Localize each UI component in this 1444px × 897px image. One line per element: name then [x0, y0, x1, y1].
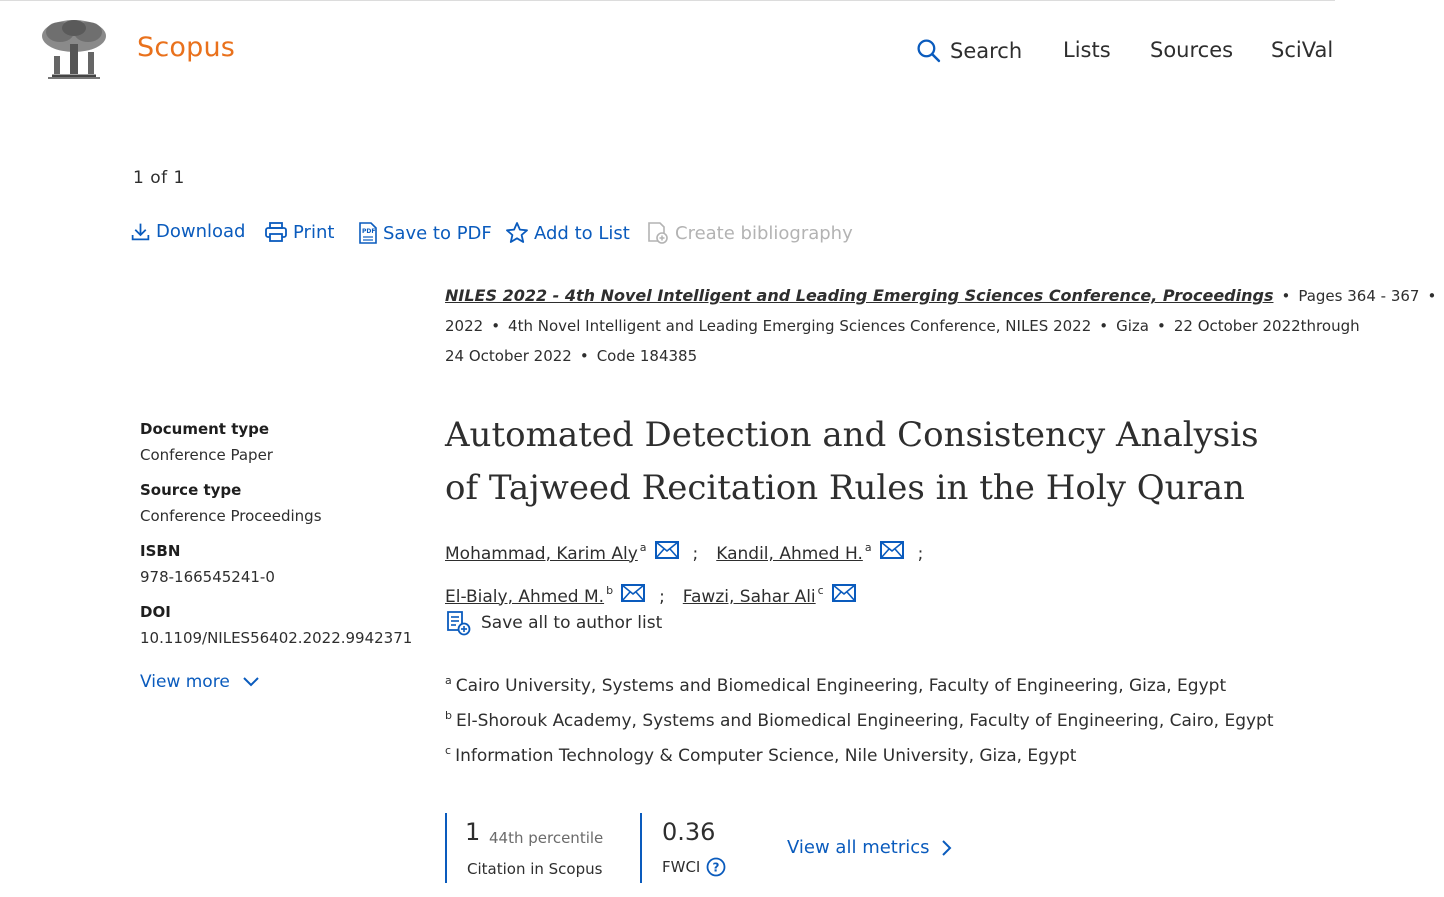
meta-doi: [140, 603, 420, 647]
author-name-link[interactable]: Fawzi, Sahar Ali: [682, 586, 816, 607]
create-bibliography-button[interactable]: [646, 221, 853, 245]
document-title: Automated Detection and Consistency Analysis of Tajweed Recitation Rules in the Holy Quran: [445, 415, 1259, 508]
document-metadata: [140, 420, 420, 664]
elsevier-logo[interactable]: [38, 18, 110, 82]
citation-label: Citation in Scopus: [467, 860, 603, 878]
meta-value: 978-166545241-0: [140, 568, 275, 586]
source-location: Giza: [1116, 317, 1149, 335]
svg-text:PDF: PDF: [362, 228, 376, 235]
author-name-link[interactable]: Kandil, Ahmed H.: [716, 543, 863, 564]
brand-name[interactable]: Scopus: [137, 32, 236, 63]
meta-label: ISBN: [140, 542, 181, 560]
affiliation-text: Cairo University, Systems and Biomedical Engineering, Faculty of Engineering, Giza, Egypt: [455, 676, 1227, 696]
citation-percentile: 44th percentile: [489, 829, 604, 847]
view-all-metrics-link[interactable]: [787, 837, 952, 858]
meta-value: Conference Paper: [140, 446, 273, 464]
chevron-right-icon: [940, 839, 952, 857]
result-pager: 1 of 1: [133, 168, 185, 188]
author-separator: ;: [692, 543, 699, 564]
email-icon[interactable]: [621, 584, 645, 602]
meta-source-type: [140, 481, 420, 525]
add-to-list-label: Add to List: [534, 222, 630, 244]
top-border: [0, 0, 1335, 1]
help-icon[interactable]: [706, 857, 726, 877]
svg-text:?: ?: [712, 860, 720, 875]
add-to-list-button[interactable]: [505, 221, 630, 245]
affiliation-key: c: [445, 744, 452, 757]
view-more-label: View more: [140, 672, 230, 692]
printer-icon: [264, 221, 288, 243]
author-affil-key: c: [817, 584, 824, 597]
star-icon: [505, 221, 529, 245]
separator-dot: •: [1281, 287, 1291, 305]
affiliation-list: [445, 676, 1274, 781]
chevron-down-icon: [242, 676, 260, 688]
author-name-link[interactable]: Mohammad, Karim Aly: [445, 543, 638, 564]
source-title-link[interactable]: NILES 2022 - 4th Novel Intelligent and Leading Emerging Sciences Conference, Proceedings: [445, 286, 1274, 305]
separator-dot: •: [491, 317, 501, 335]
bibliography-icon: [646, 221, 670, 245]
download-icon: [130, 221, 151, 242]
search-icon: [916, 38, 941, 63]
metric-divider: [445, 813, 447, 883]
source-dates-end: 24 October 2022: [445, 347, 572, 365]
download-label: Download: [156, 221, 246, 242]
affiliation-item: [445, 676, 1274, 711]
print-label: Print: [293, 221, 335, 243]
affiliation-key: a: [445, 674, 452, 687]
meta-label: DOI: [140, 603, 171, 621]
source-line-3: [445, 341, 1335, 371]
download-button[interactable]: [130, 221, 245, 242]
author-item: [716, 541, 903, 564]
author-separator: ;: [917, 543, 924, 564]
save-all-authors-button[interactable]: [445, 610, 662, 636]
view-more-button[interactable]: [140, 672, 260, 692]
pdf-icon: [358, 221, 378, 245]
source-dates-start: 22 October 2022through: [1173, 317, 1360, 335]
meta-value: Conference Proceedings: [140, 507, 322, 525]
source-pages: Pages 364 - 367: [1298, 287, 1420, 305]
affiliation-text: El-Shorouk Academy, Systems and Biomedical Engineering, Faculty of Engineering, Cairo, Egypt: [455, 711, 1274, 731]
save-all-authors-label: Save all to author list: [481, 613, 663, 633]
fwci-label-row: [662, 857, 726, 877]
affiliation-item: [445, 711, 1274, 746]
view-all-metrics-label: View all metrics: [787, 837, 930, 858]
fwci-label: FWCI: [662, 858, 701, 876]
metric-divider: [640, 813, 642, 883]
fwci-value: 0.36: [662, 818, 716, 846]
create-bibliography-label: Create bibliography: [675, 222, 853, 244]
meta-label: Source type: [140, 481, 242, 499]
source-line-2: [445, 311, 1360, 341]
nav-sources[interactable]: Sources: [1150, 38, 1234, 62]
author-list-add-icon: [445, 610, 471, 636]
nav-lists[interactable]: Lists: [1063, 38, 1111, 62]
meta-document-type: [140, 420, 420, 464]
author-affil-key: b: [606, 584, 614, 597]
affiliation-text: Information Technology & Computer Science, Nile University, Giza, Egypt: [455, 746, 1077, 766]
source-year: 2022: [445, 317, 484, 335]
author-affil-key: a: [639, 541, 647, 554]
source-code: Code 184385: [596, 347, 698, 365]
meta-isbn: [140, 542, 420, 586]
meta-value: 10.1109/NILES56402.2022.9942371: [140, 629, 413, 647]
author-item: [445, 541, 679, 564]
source-conference: 4th Novel Intelligent and Leading Emerging Sciences Conference, NILES 2022: [508, 317, 1092, 335]
author-list: [445, 532, 1285, 618]
separator-dot: •: [1156, 317, 1166, 335]
author-separator: ;: [659, 586, 665, 607]
affiliation-key: b: [445, 709, 452, 722]
email-icon[interactable]: [880, 541, 904, 559]
nav-scival[interactable]: SciVal: [1271, 38, 1334, 62]
save-pdf-button[interactable]: [358, 221, 492, 245]
source-line-1: [445, 281, 1437, 311]
save-pdf-label: Save to PDF: [383, 222, 492, 244]
author-line: [445, 532, 1285, 575]
meta-label: Document type: [140, 420, 270, 438]
affiliation-item: [445, 746, 1274, 781]
author-item: [445, 584, 645, 607]
separator-dot: •: [579, 347, 589, 365]
separator-dot: •: [1427, 287, 1437, 305]
author-item: [682, 584, 856, 607]
nav-search-label: Search: [950, 38, 1023, 63]
author-affil-key: a: [864, 541, 872, 554]
author-name-link[interactable]: El-Bialy, Ahmed M.: [445, 586, 605, 607]
email-icon[interactable]: [832, 584, 856, 602]
separator-dot: •: [1099, 317, 1109, 335]
print-button[interactable]: [264, 221, 334, 243]
nav-search[interactable]: [916, 38, 1022, 63]
citation-count: 1: [465, 818, 481, 846]
email-icon[interactable]: [655, 541, 679, 559]
elsevier-tree-icon: [38, 18, 110, 82]
source-info: [445, 281, 1437, 371]
